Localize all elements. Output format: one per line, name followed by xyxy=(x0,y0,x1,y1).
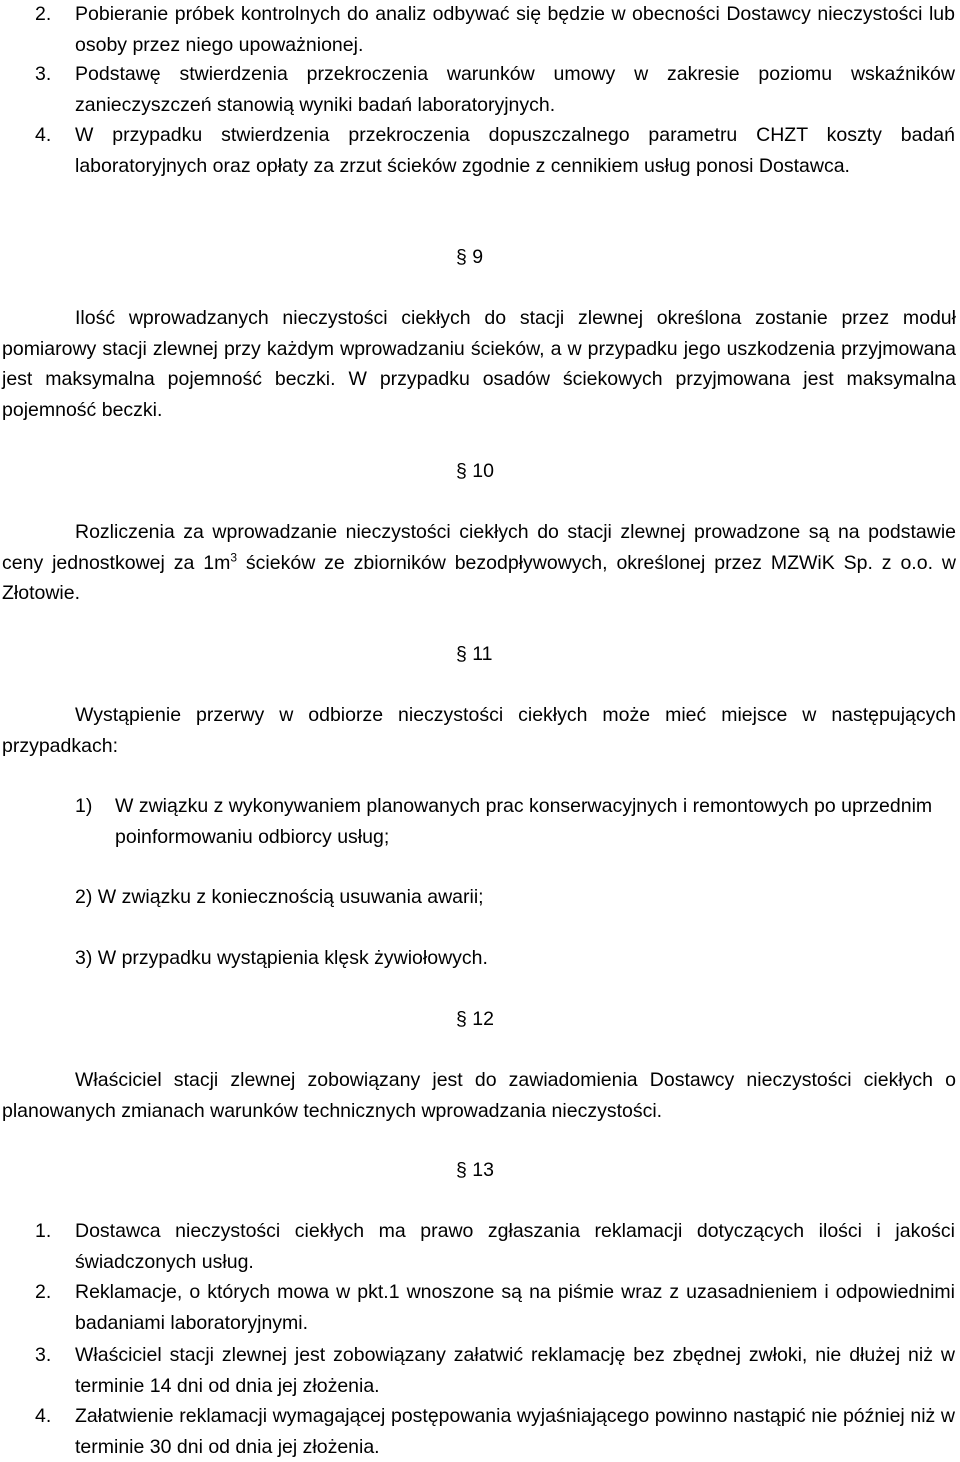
list-item-number: 4. xyxy=(35,124,52,146)
section-heading: § 10 xyxy=(456,460,494,482)
paragraph-text: Rozliczenia za wprowadzanie nieczystości ciekłych do stacji zlewnej prowadzone są na podstawie ceny jednostkowej za 1m xyxy=(2,521,956,574)
section-heading: § 11 xyxy=(456,643,493,665)
section-heading: § 12 xyxy=(456,1008,494,1030)
list-item-text: Reklamacje, o których mowa w pkt.1 wnoszone są na piśmie wraz z uzasadnieniem i odpowiednimi badaniami laboratoryjnymi. xyxy=(75,1281,955,1334)
list-item-text: Podstawę stwierdzenia przekroczenia warunków umowy w zakresie poziomu wskaźników zanieczyszczeń stanowią wyniki badań laboratoryjnych. xyxy=(75,63,955,116)
list-item-number: 1) xyxy=(75,795,93,817)
list-item-number: 3. xyxy=(35,1344,52,1366)
list-item-text: Załatwienie reklamacji wymagającej postępowania wyjaśniającego powinno nastąpić nie później niż w terminie 30 dni od dnia jej złożenia. xyxy=(75,1405,955,1458)
section-paragraph: Ilość wprowadzanych nieczystości ciekłych do stacji zlewnej określona zostanie przez moduł pomiarowy stacji zlewnej przy każdym wprowadzaniu ścieków, a w przypadku jego uszkodzenia przyjmowana jest maksymalna pojemność beczki. W przypadku osadów ściekowych przyjmowana jest maksymalna pojemność beczki. xyxy=(2,307,956,421)
section-paragraph xyxy=(2,517,956,609)
section-paragraph: Wystąpienie przerwy w odbiorze nieczystości ciekłych może mieć miejsce w następujących przypadkach: xyxy=(2,704,956,757)
list-item-text: W związku z wykonywaniem planowanych prac konserwacyjnych i remontowych po uprzednim poinformowaniu odbiorcy usług; xyxy=(115,795,933,848)
list-item-text: Pobieranie próbek kontrolnych do analiz odbywać się będzie w obecności Dostawcy nieczystości lub osoby przez niego upoważnionej. xyxy=(75,3,955,56)
paragraph-text: ścieków ze zbiorników bezodpływowych, określonej przez MZWiK Sp. z o.o. w Złotowie. xyxy=(2,551,956,604)
list-item-number: 2. xyxy=(35,1281,52,1303)
list-item-text: W przypadku stwierdzenia przekroczenia dopuszczalnego parametru CHZT koszty badań laboratoryjnych oraz opłaty za zrzut ścieków zgodnie z cennikiem usług ponosi Dostawca. xyxy=(75,124,955,177)
list-item xyxy=(75,791,945,852)
list-item-text: Właściciel stacji zlewnej jest zobowiązany załatwić reklamację bez zbędnej zwłoki, nie dłużej niż w terminie 14 dni od dnia jej złożenia. xyxy=(75,1344,955,1397)
list-item-number: 2. xyxy=(35,3,52,25)
list-item-number: 2) xyxy=(75,886,93,908)
superscript: 3 xyxy=(230,550,238,564)
section-heading: § 13 xyxy=(456,1159,494,1181)
section-paragraph: Właściciel stacji zlewnej zobowiązany jest do zawiadomienia Dostawcy nieczystości ciekłych o planowanych zmianach warunków technicznych wprowadzania nieczystości. xyxy=(2,1069,956,1122)
list-item xyxy=(75,943,955,974)
list-item-text: W przypadku wystąpienia klęsk żywiołowych. xyxy=(97,947,488,969)
list-item-text: Dostawca nieczystości ciekłych ma prawo zgłaszania reklamacji dotyczących ilości i jakości świadczonych usług. xyxy=(75,1220,955,1273)
list-item-number: 4. xyxy=(35,1405,52,1427)
list-item-number: 3. xyxy=(35,63,52,85)
list-item-text: W związku z koniecznością usuwania awarii; xyxy=(97,886,484,908)
list-item-number: 1. xyxy=(35,1220,52,1242)
list-item-number: 3) xyxy=(75,947,93,969)
list-item xyxy=(75,882,955,913)
section-heading: § 9 xyxy=(456,246,484,268)
